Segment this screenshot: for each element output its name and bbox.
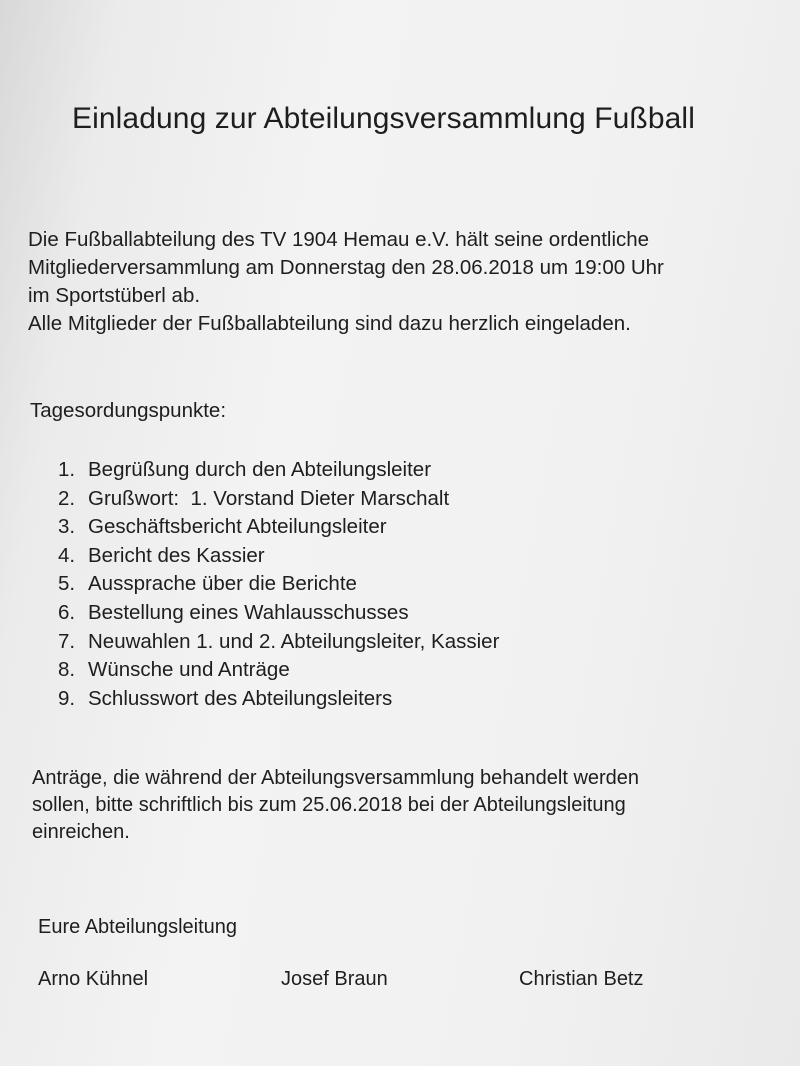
intro-line: Mitgliederversammlung am Donnerstag den 28.06.2018 um 19:00 Uhr (28, 256, 664, 279)
intro-paragraph (28, 226, 664, 338)
agenda-item (58, 570, 499, 599)
agenda-item-number: 4. (58, 543, 76, 567)
agenda-item-number: 3. (58, 515, 76, 539)
agenda-item (58, 456, 499, 485)
agenda-item (58, 485, 499, 514)
note-line: Anträge, die während der Abteilungsversammlung behandelt werden (32, 767, 640, 789)
note-line: sollen, bitte schriftlich bis zum 25.06.2018 bei der Abteilungsleitung (32, 794, 626, 816)
agenda-item-text: Grußwort: 1. Vorstand Dieter Marschalt (88, 486, 450, 510)
agenda-item-number: 2. (58, 486, 76, 510)
agenda-list (58, 456, 499, 713)
agenda-item-text: Wünsche und Anträge (88, 658, 290, 682)
agenda-item-text: Aussprache über die Berichte (88, 572, 357, 596)
signer-name: Christian Betz (519, 968, 644, 990)
agenda-item-text: Bestellung eines Wahlausschusses (88, 600, 409, 624)
agenda-item-text: Neuwahlen 1. und 2. Abteilungsleiter, Kassier (88, 629, 500, 653)
agenda-item (58, 599, 499, 628)
agenda-item (58, 685, 499, 714)
note-line: einreichen. (32, 821, 130, 843)
agenda-item (58, 513, 499, 542)
agenda-item-text: Begrüßung durch den Abteilungsleiter (88, 458, 432, 481)
agenda-item-text: Geschäftsbericht Abteilungsleiter (88, 515, 387, 539)
agenda-item (58, 656, 499, 685)
agenda-item (58, 542, 499, 571)
agenda-heading: Tagesordungspunkte: (30, 399, 227, 422)
agenda-item-number: 1. (58, 458, 76, 481)
document-title: Einladung zur Abteilungsversammlung Fußball (72, 102, 695, 135)
signer-name: Josef Braun (281, 968, 388, 990)
agenda-item-number: 9. (58, 686, 76, 710)
intro-line: Alle Mitglieder der Fußballabteilung sind dazu herzlich eingeladen. (28, 312, 631, 335)
closing-salutation: Eure Abteilungsleitung (38, 916, 238, 938)
agenda-item-number: 6. (58, 600, 76, 624)
agenda-item (58, 628, 499, 657)
intro-line: im Sportstüberl ab. (28, 284, 201, 307)
agenda-item-number: 8. (58, 658, 76, 682)
signer-name: Arno Kühnel (38, 968, 149, 990)
submission-note (32, 765, 639, 846)
agenda-item-text: Schlusswort des Abteilungsleiters (88, 686, 393, 710)
agenda-item-number: 5. (58, 572, 76, 596)
agenda-item-text: Bericht des Kassier (88, 543, 265, 567)
agenda-item-number: 7. (58, 629, 76, 653)
intro-line: Die Fußballabteilung des TV 1904 Hemau e.V. hält seine ordentliche (28, 228, 650, 251)
